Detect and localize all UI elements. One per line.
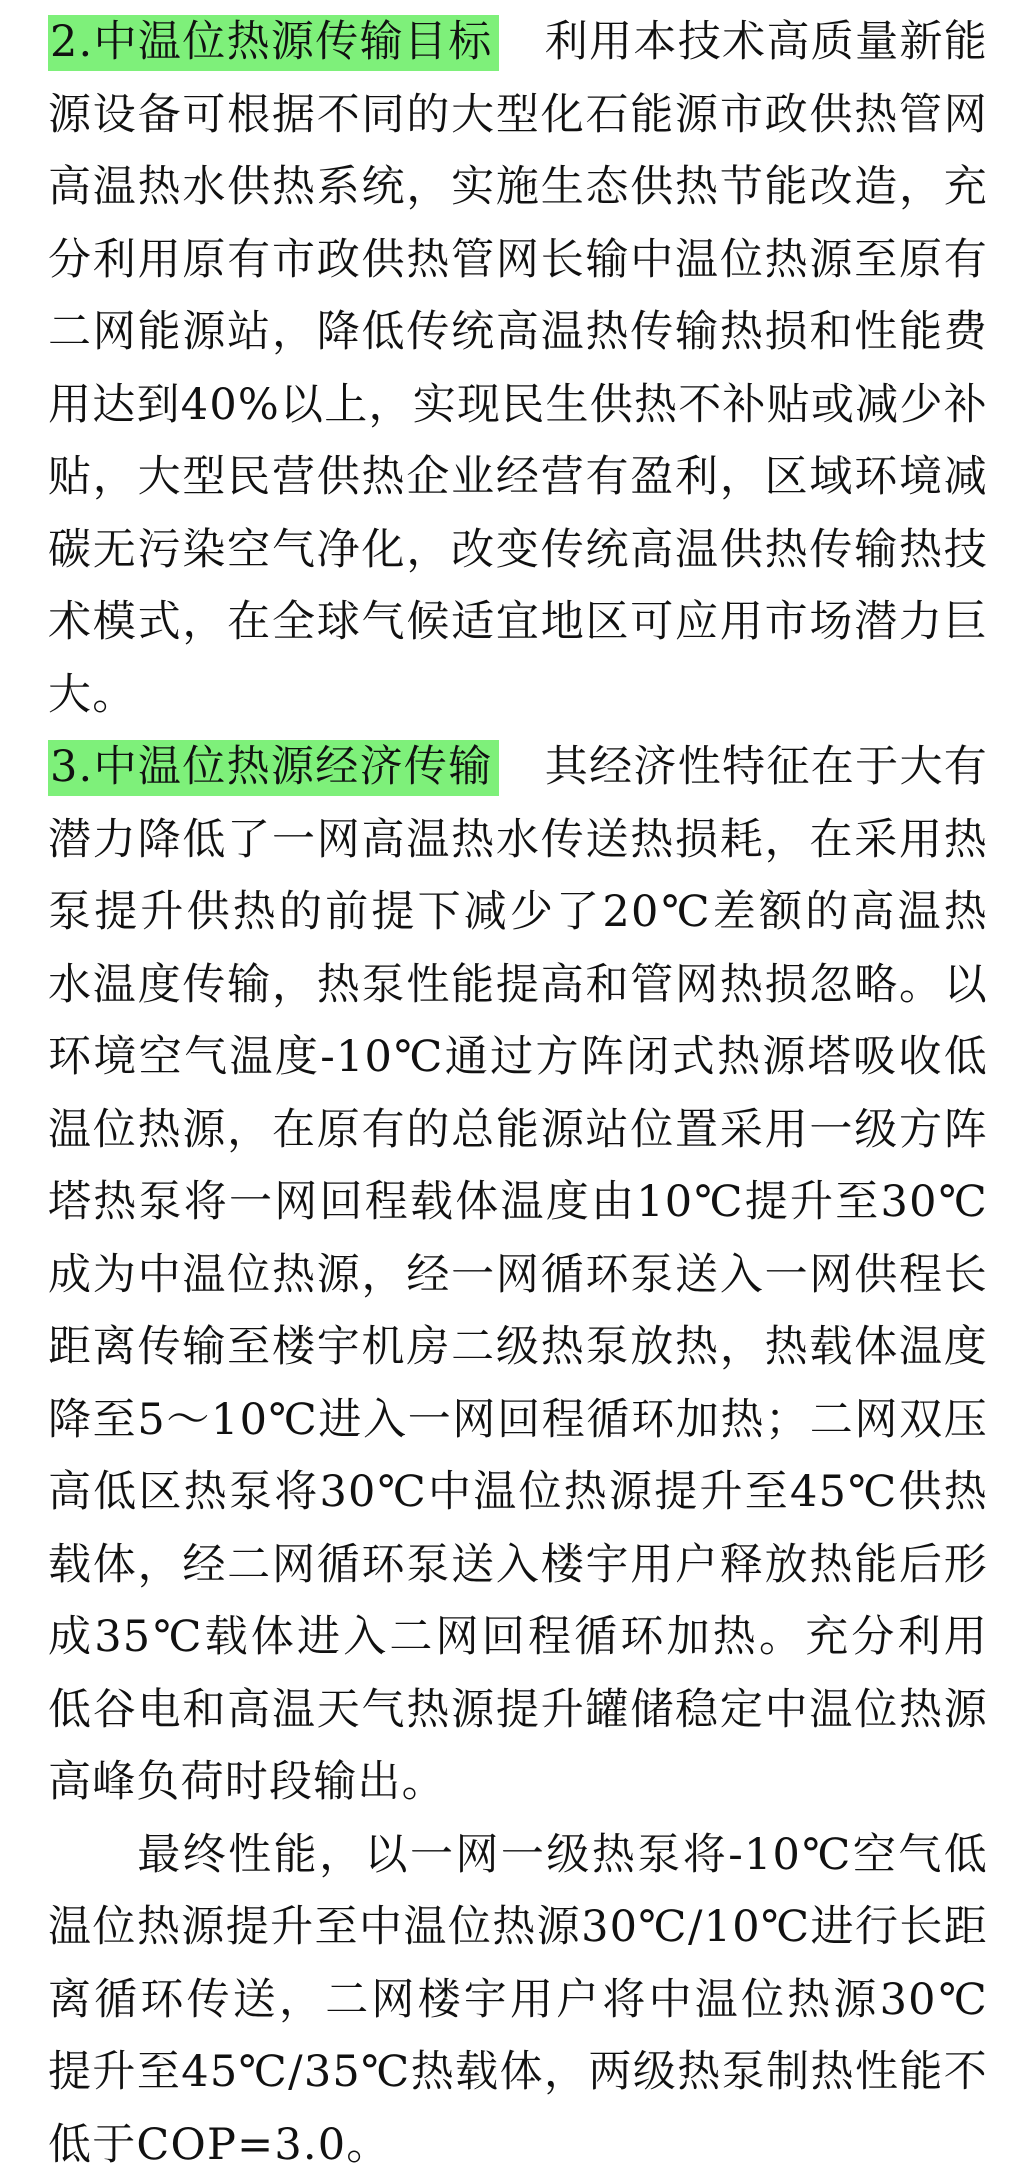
section-2-heading: 2.中温位热源传输目标 bbox=[48, 15, 499, 71]
section-3-paragraph bbox=[48, 731, 988, 1819]
section-3-heading: 3.中温位热源经济传输 bbox=[48, 740, 499, 796]
section-3-body: 其经济性特征在于大有潜力降低了一网高温热水传送热损耗，在采用热泵提升供热的前提下减少了20℃差额的高温热水温度传输，热泵性能提高和管网热损忽略。以环境空气温度-10℃通过方阵闭式热源塔吸收低温位热源，在原有的总能源站位置采用一级方阵塔热泵将一网回程载体温度由10℃提升至30℃成为中温位热源，经一网循环泵送入一网供程长距离传输至楼宇机房二级热泵放热，热载体温度降至5～10℃进入一网回程循环加热；二网双压高低区热泵将30℃中温位热源提升至45℃供热载体，经二网循环泵送入楼宇用户释放热能后形成35℃载体进入二网回程循环加热。充分利用低谷电和高温天气热源提升罐储稳定中温位热源高峰负荷时段输出。 bbox=[48, 742, 988, 1807]
section-2-body: 利用本技术高质量新能源设备可根据不同的大型化石能源市政供热管网高温热水供热系统，实施生态供热节能改造，充分利用原有市政供热管网长输中温位热源至原有二网能源站，降低传统高温热传输热损和性能费用达到40%以上，实现民生供热不补贴或减少补贴，大型民营供热企业经营有盈利，区域环境减碳无污染空气净化，改变传统高温供热传输热技术模式，在全球气候适宜地区可应用市场潜力巨大。 bbox=[48, 17, 988, 720]
final-performance-text: 最终性能，以一网一级热泵将-10℃空气低温位热源提升至中温位热源30℃/10℃进行长距离循环传送，二网楼宇用户将中温位热源30℃提升至45℃/35℃热载体，两级热泵制热性能不低于COP=3.0。 bbox=[48, 1830, 988, 2170]
final-performance-paragraph bbox=[48, 1819, 988, 2181]
section-2-paragraph bbox=[48, 6, 988, 731]
